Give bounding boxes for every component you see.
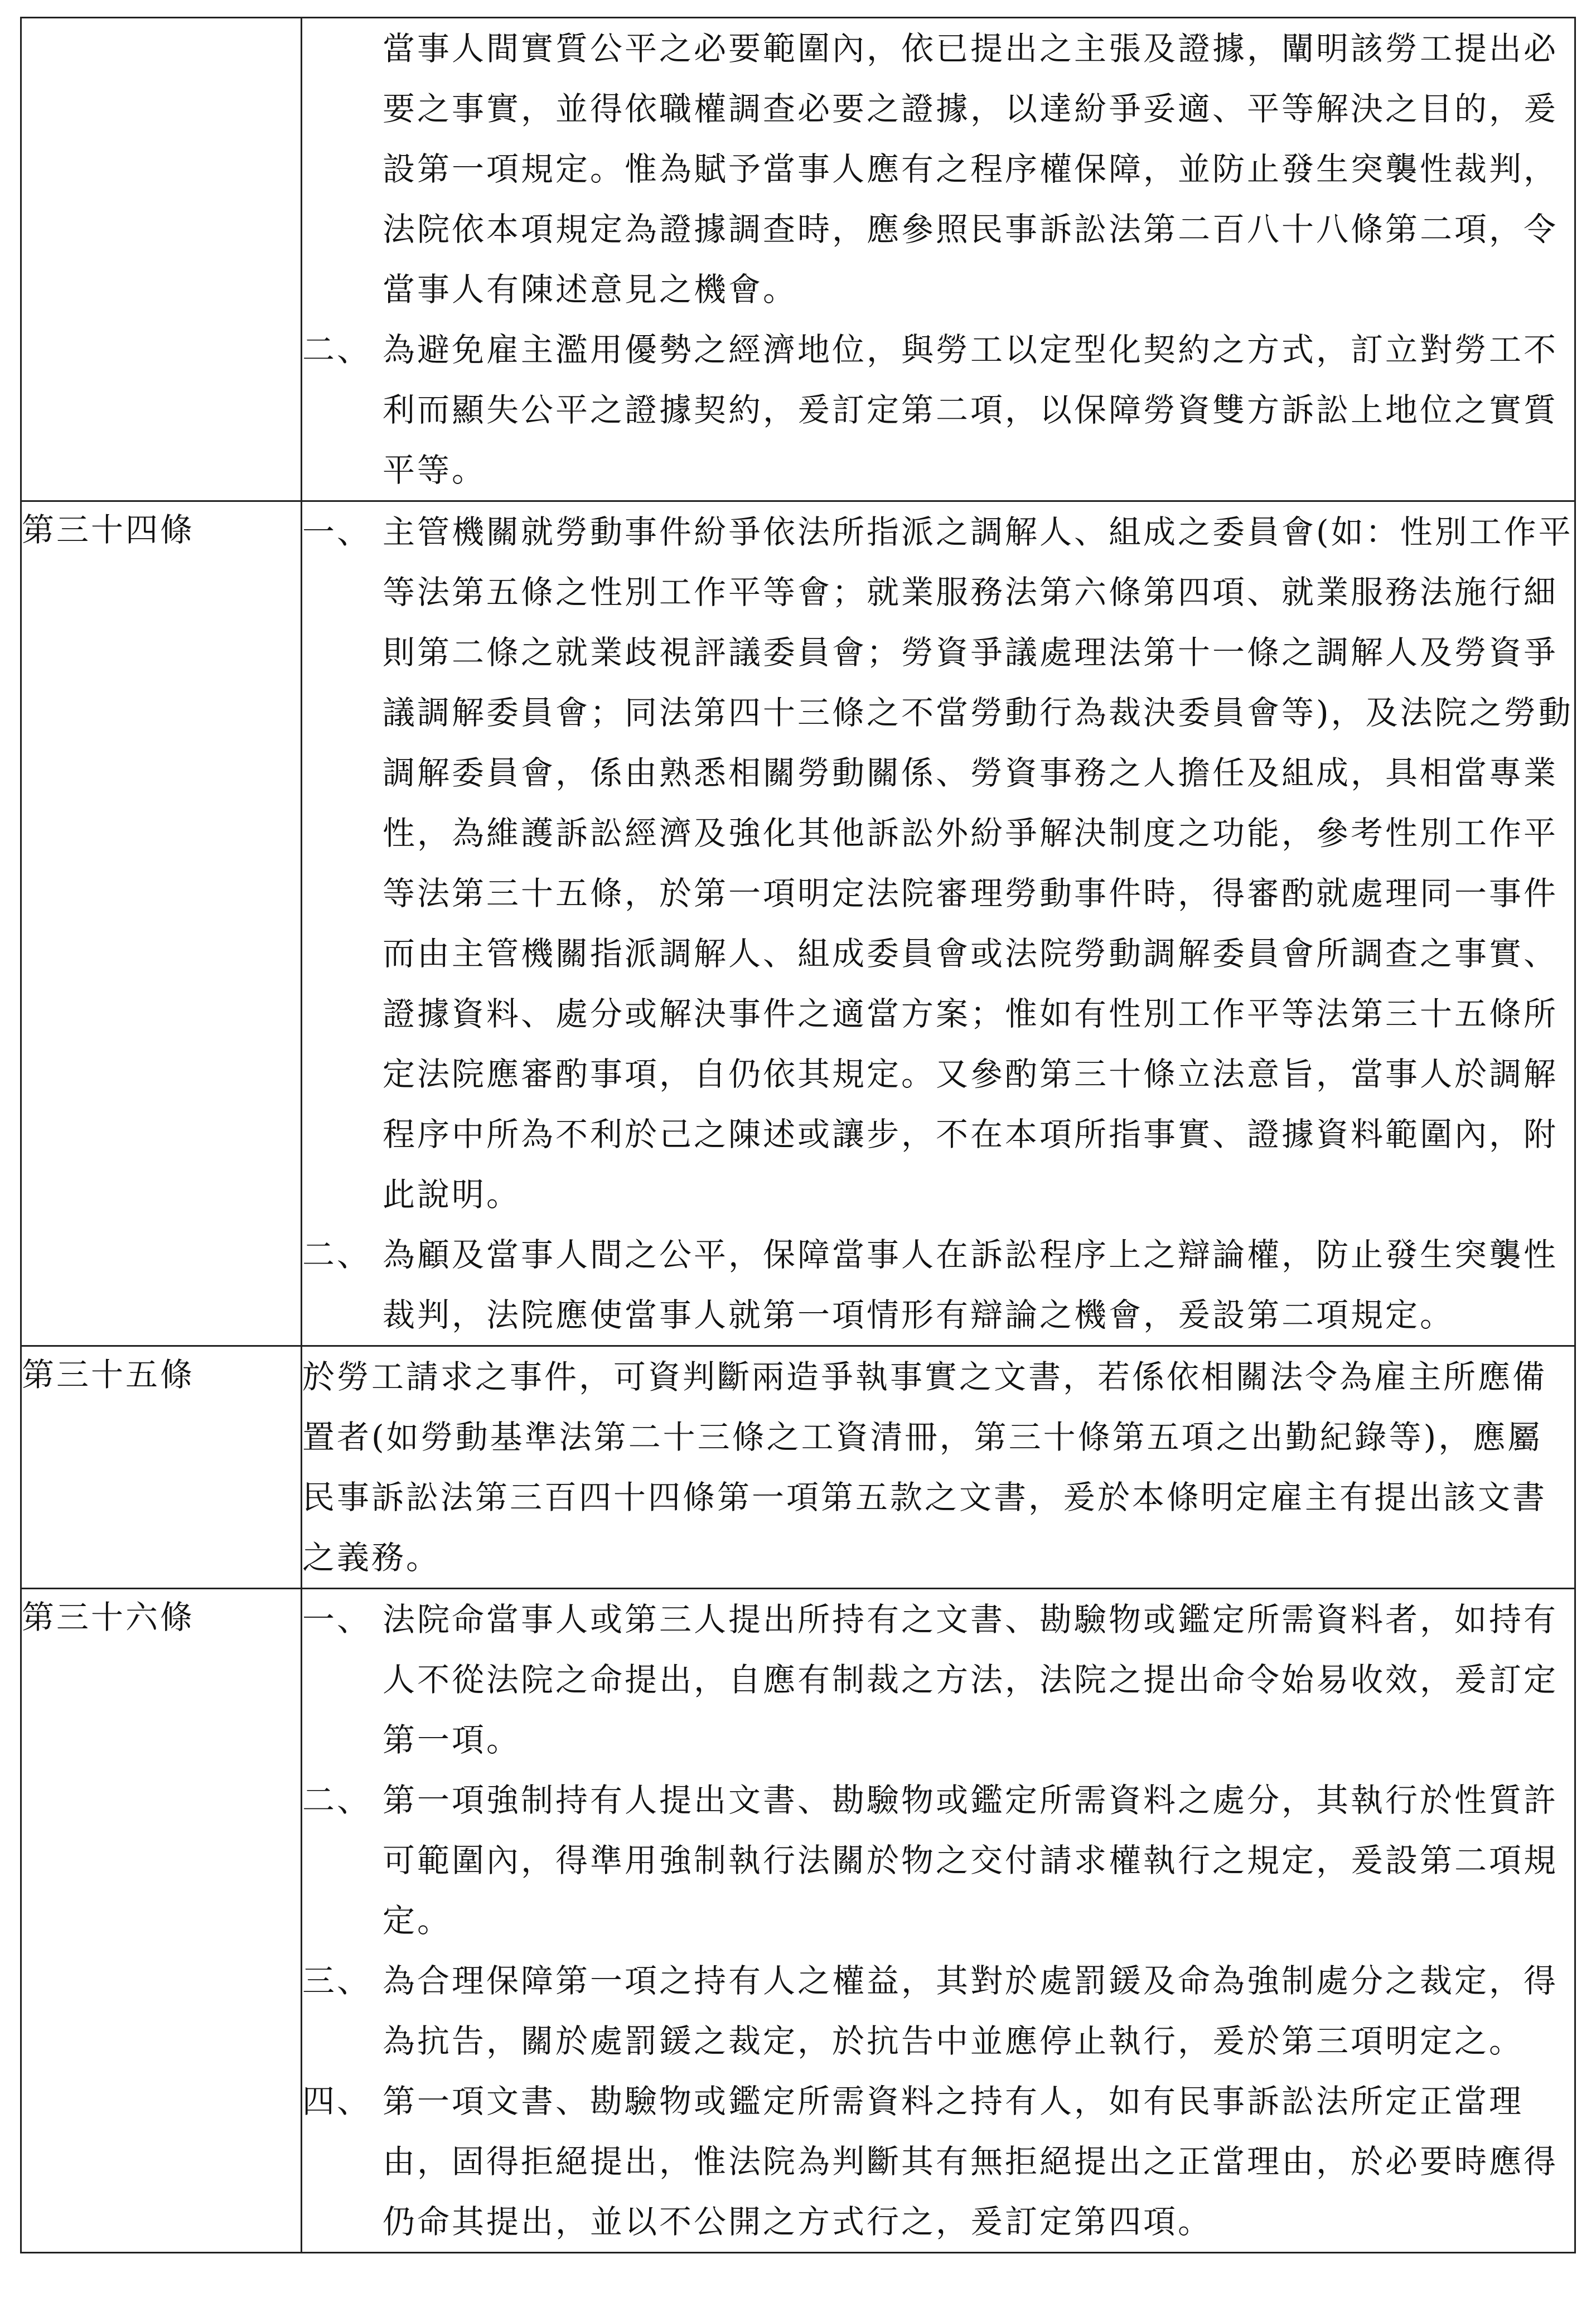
explanation-item <box>302 2071 1574 2252</box>
explanation-item <box>302 1770 1574 1951</box>
explanation-table <box>20 17 1576 2253</box>
explanation-item <box>302 1225 1574 1345</box>
article-cell <box>21 18 302 501</box>
table-row <box>21 501 1575 1346</box>
item-text: 法院命當事人或第三人提出所持有之文書、勘驗物或鑑定所需資料者，如持有人不從法院之命提出，自應有制裁之方法，法院之提出命令始易收效，爰訂定第一項。 <box>383 1600 1559 1759</box>
item-marker: 四、 <box>302 2082 372 2120</box>
item-marker: 一、 <box>302 1600 372 1638</box>
item-marker: 二、 <box>302 1236 372 1274</box>
explanation-paragraph: 於勞工請求之事件，可資判斷兩造爭執事實之文書，若係依相關法令為雇主所應備置者(如勞動基準法第二十三條之工資清冊，第三十條第五項之出勤紀錄等)，應屬民事訴訟法第三百四十四條第一項第五款之文書，爰於本條明定雇主有提出該文書之義務。 <box>302 1358 1547 1576</box>
table-row <box>21 18 1575 501</box>
item-text: 為合理保障第一項之持有人之權益，其對於處罰鍰及命為強制處分之裁定，得為抗告，關於處罰鍰之裁定，於抗告中並應停止執行，爰於第三項明定之。 <box>383 1962 1559 2060</box>
explanation-item <box>302 320 1574 500</box>
item-marker: 二、 <box>302 1781 372 1819</box>
item-text: 主管機關就勞動事件紛爭依法所指派之調解人、組成之委員會(如：性別工作平等法第五條之性別工作平等會；就業服務法第六條第四項、就業服務法施行細則第二條之就業歧視評議委員會；勞資爭議處理法第十一條之調解人及勞資爭議調解委員會；同法第四十三條之不當勞動行為裁決委員會等)，及法院之勞動調解委員會，係由熟悉相關勞動關係、勞資事務之人擔任及組成，具相當專業性，為維護訴訟經濟及強化其他訴訟外紛爭解決制度之功能，參考性別工作平等法第三十五條，於第一項明定法院審理勞動事件時，得審酌就處理同一事件而由主管機關指派調解人、組成委員會或法院勞動調解委員會所調查之事實、證據資料、處分或解決事件之適當方案；惟如有性別工作平等法第三十五條所定法院應審酌事項，自仍依其規定。又參酌第三十條立法意旨，當事人於調解程序中所為不利於己之陳述或讓步，不在本項所指事實、證據資料範圍內，附此說明。 <box>383 513 1573 1213</box>
explanation-item <box>302 1589 1574 1770</box>
article-cell: 第三十五條 <box>21 1346 302 1589</box>
item-text: 第一項強制持有人提出文書、勘驗物或鑑定所需資料之處分，其執行於性質許可範圍內，得準用強制執行法關於物之交付請求權執行之規定，爰設第二項規定。 <box>383 1781 1559 1940</box>
item-text: 為避免雇主濫用優勢之經濟地位，與勞工以定型化契約之方式，訂立對勞工不利而顯失公平之證據契約，爰訂定第二項，以保障勞資雙方訴訟上地位之實質平等。 <box>383 331 1559 489</box>
item-text: 第一項文書、勘驗物或鑑定所需資料之持有人，如有民事訴訟法所定正當理由，固得拒絕提出，惟法院為判斷其有無拒絕提出之正當理由，於必要時應得仍命其提出，並以不公開之方式行之，爰訂定第四項。 <box>383 2082 1559 2241</box>
item-marker: 一、 <box>302 513 372 551</box>
article-cell: 第三十六條 <box>21 1589 302 2253</box>
explanation-paragraph: 當事人間實質公平之必要範圍內，依已提出之主張及證據，闡明該勞工提出必要之事實，並得依職權調查必要之證據，以達紛爭妥適、平等解決之目的，爰設第一項規定。惟為賦予當事人應有之程序權保障，並防止發生突襲性裁判，法院依本項規定為證據調查時，應參照民事訴訟法第二百八十八條第二項，令當事人有陳述意見之機會。 <box>383 30 1559 308</box>
article-cell: 第三十四條 <box>21 501 302 1346</box>
item-marker: 二、 <box>302 331 372 369</box>
table-row <box>21 1589 1575 2253</box>
explanation-item <box>302 502 1574 1225</box>
table-row <box>21 1346 1575 1589</box>
explanation-cell <box>302 1589 1575 2253</box>
explanation-cell <box>302 18 1575 501</box>
item-text: 為顧及當事人間之公平，保障當事人在訴訟程序上之辯論權，防止發生突襲性裁判，法院應使當事人就第一項情形有辯論之機會，爰設第二項規定。 <box>383 1236 1559 1334</box>
explanation-cell <box>302 1346 1575 1589</box>
explanation-cell <box>302 501 1575 1346</box>
explanation-item <box>302 1951 1574 2071</box>
item-marker: 三、 <box>302 1962 372 2000</box>
